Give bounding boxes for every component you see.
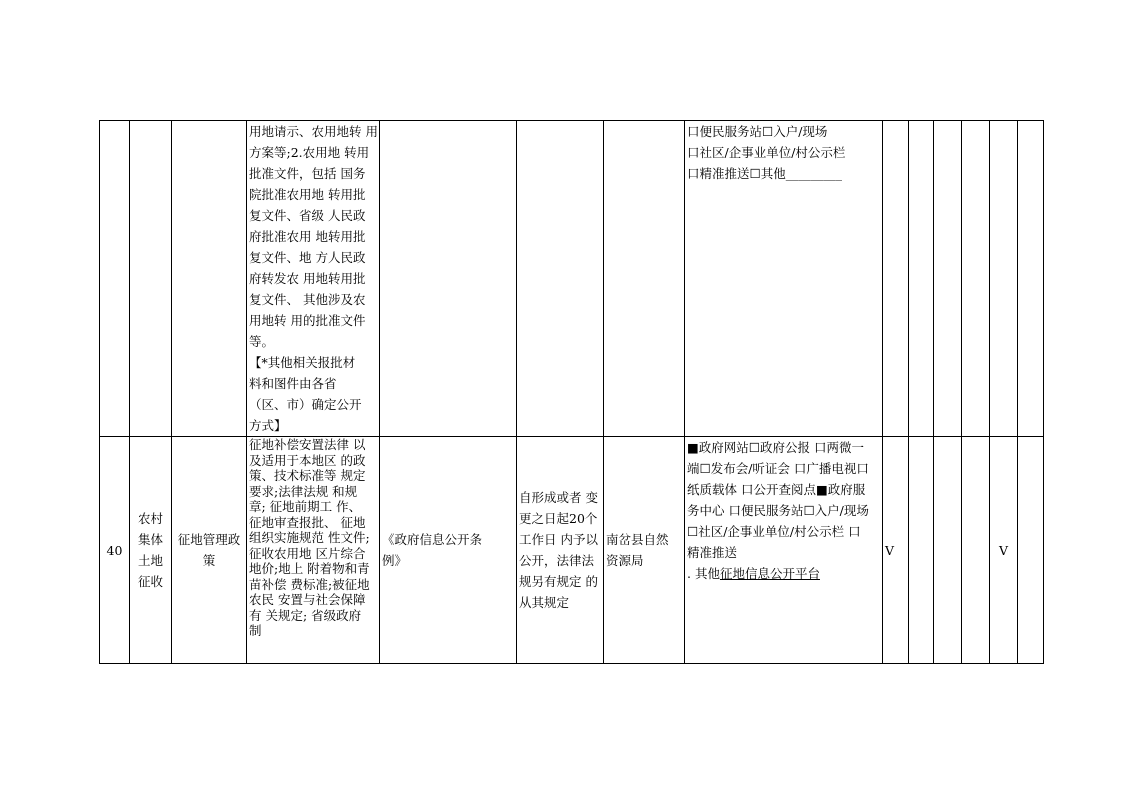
- text-line: 府批准农用 地转用批: [249, 229, 366, 244]
- mark-cell: V: [990, 437, 1018, 664]
- text-line: 从其规定: [519, 595, 570, 610]
- row-number-cell: 40: [100, 437, 130, 664]
- text-line: ☐社区/企事业单位/村公示栏 口: [687, 524, 861, 539]
- text-line: 要求;法律法规 和规: [249, 483, 358, 499]
- text-line: 集体: [137, 532, 163, 547]
- text-line: 有 关规定; 省级政府: [249, 607, 362, 623]
- text-line: 例》: [382, 553, 408, 568]
- mark-cell: [934, 437, 962, 664]
- text-line: 批准文件，包括 国务: [249, 166, 366, 181]
- text-line: 规另有规定 的: [519, 574, 598, 589]
- content-cell: [247, 121, 380, 437]
- text-line: 府转发农 用地转用批: [249, 271, 366, 286]
- text-line: 工作日 内予以: [519, 532, 598, 547]
- mark-cell: V: [883, 437, 909, 664]
- text-line: 口便民服务站☐入户/现场: [687, 124, 828, 139]
- text-line: （区、市）确定公开: [249, 397, 362, 412]
- text-line: 章; 征地前期工 作、: [249, 499, 362, 514]
- text-line: 等。: [249, 334, 275, 349]
- channel-other-prefix: . 其他: [687, 566, 720, 581]
- time-limit-cell: [517, 437, 604, 664]
- mark-cell: [909, 437, 934, 664]
- text-line: 及适用于本地区 的政: [249, 452, 366, 468]
- basis-cell: [380, 121, 517, 437]
- text-line: 策、技术标准等 规定: [249, 468, 366, 483]
- channel-other-value: 征地信息公开平台: [719, 566, 820, 581]
- text-line: 方案等;2.农用地 转用: [249, 145, 370, 160]
- mark-cell: [909, 121, 934, 437]
- text-line: 端☐发布会/听证会 口广播电视口: [687, 461, 869, 476]
- text-line: 自形成或者 变: [519, 490, 598, 505]
- text-line: 征地补偿安置法律 以: [249, 437, 366, 452]
- mark-cell: [883, 121, 909, 437]
- category-cell: [130, 121, 172, 437]
- text-line: 【*其他相关报批材: [249, 355, 356, 370]
- text-line: 方式】: [249, 418, 287, 433]
- text-line: 口社区/企事业单位/村公示栏: [687, 145, 846, 160]
- text-line: 征收农用地 区片综合: [249, 545, 366, 561]
- text-line: 征地管理政: [177, 532, 241, 547]
- table-row: [100, 121, 1044, 437]
- text-line: 《政府信息公开条: [382, 532, 483, 547]
- text-line: ■政府网站☐政府公报 口两微一: [687, 440, 864, 455]
- channel-cell: [685, 437, 883, 664]
- mark-cell: [934, 121, 962, 437]
- text-line: 精准推送: [687, 545, 738, 560]
- text-line: 复文件、地 方人民政: [249, 250, 366, 265]
- mark-cell: [1018, 437, 1044, 664]
- item-cell: [172, 121, 247, 437]
- text-line: 南岔县自然: [606, 532, 669, 547]
- text-line: 组织实施规范 性文件;: [249, 530, 370, 545]
- text-line: 资源局: [606, 553, 644, 568]
- mark-cell: [962, 437, 990, 664]
- table-row: [100, 437, 1044, 664]
- content-cell: [247, 437, 380, 664]
- text-line: 纸质载体 口公开查阅点■政府服: [687, 482, 866, 497]
- text-line: 土地: [137, 553, 163, 568]
- text-line: 料和图件由各省: [249, 376, 337, 391]
- text-line: 务中心 口便民服务站☐入户/现场: [687, 503, 869, 518]
- agency-cell: [604, 437, 685, 664]
- mark-cell: [1018, 121, 1044, 437]
- item-cell: [172, 437, 247, 664]
- time-limit-cell: [517, 121, 604, 437]
- text-line: 公开，法律法: [519, 553, 595, 568]
- text-line: 征收: [137, 574, 163, 589]
- row-number-cell: [100, 121, 130, 437]
- channel-cell: [685, 121, 883, 437]
- channel-other: [687, 563, 880, 584]
- text-line: 用地转 用的批准文件: [249, 313, 366, 328]
- text-line: 院批准农用地 转用批: [249, 187, 366, 202]
- text-line: 复文件、 其他涉及农: [249, 292, 366, 307]
- text-line: 用地请示、农用地转 用: [249, 124, 378, 139]
- text-line: 复文件、省级 人民政: [249, 208, 366, 223]
- disclosure-table: [99, 120, 1044, 664]
- mark-cell: [962, 121, 990, 437]
- text-line: 征地审查报批、 征地: [249, 514, 366, 530]
- agency-cell: [604, 121, 685, 437]
- text-line: 制: [249, 623, 262, 638]
- text-line: 口精准推送☐其他_________: [687, 166, 842, 181]
- text-line: 策: [202, 553, 216, 568]
- category-cell: [130, 437, 172, 664]
- text-line: 更之日起20个: [519, 511, 598, 526]
- basis-cell: [380, 437, 517, 664]
- text-line: 农民 安置与社会保障: [249, 592, 366, 607]
- text-line: 农村: [137, 511, 163, 526]
- text-line: 苗补偿 费标准;被征地: [249, 576, 370, 592]
- mark-cell: [990, 121, 1018, 437]
- text-line: 地价;地上 附着物和青: [249, 561, 370, 576]
